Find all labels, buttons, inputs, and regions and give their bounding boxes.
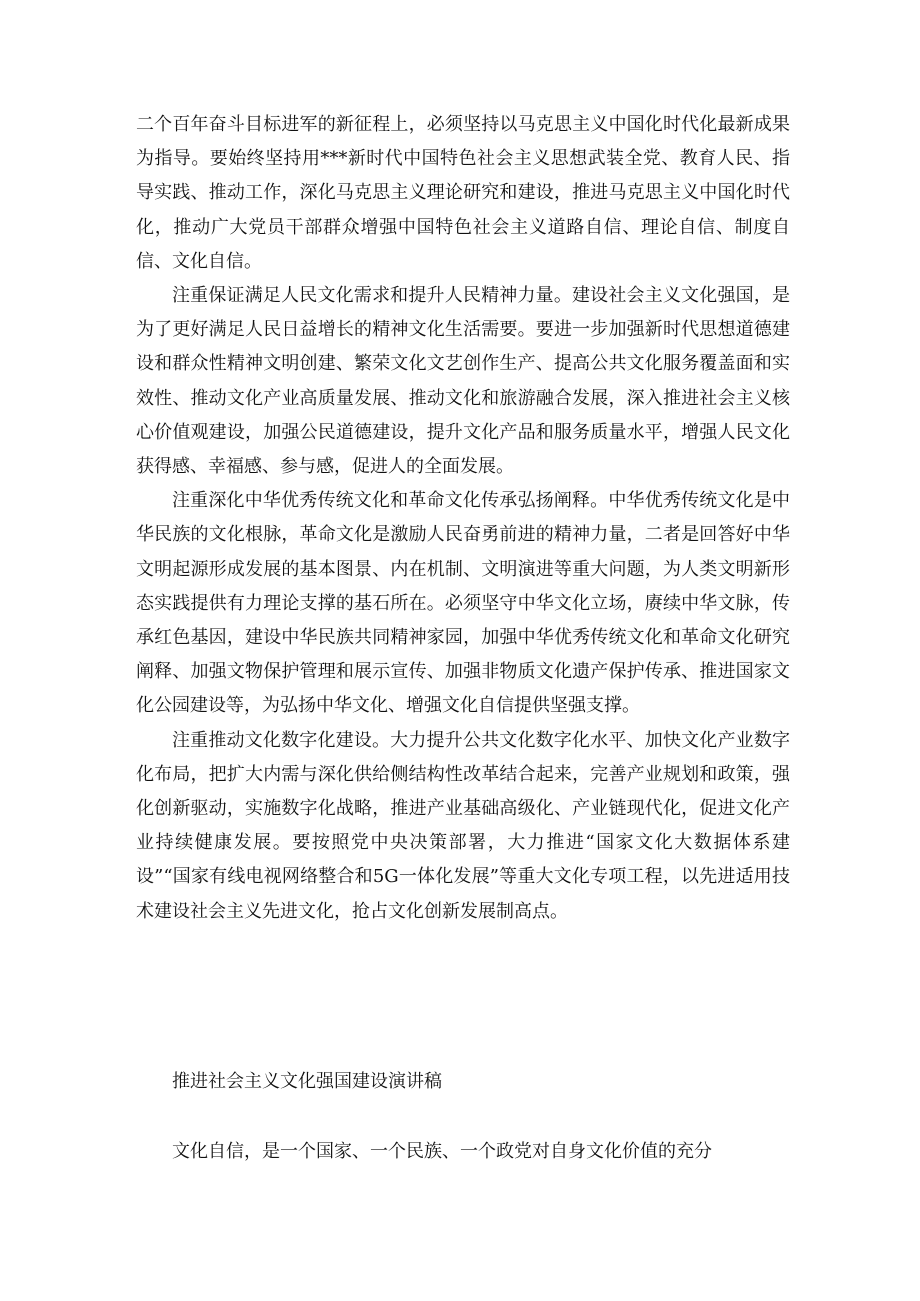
document-body	[136, 108, 790, 929]
section-title: 推进社会主义文化强国建设演讲稿	[172, 1071, 442, 1092]
paragraph-digitalization: 注重推动文化数字化建设。大力提升公共文化数字化水平、加快文化产业数字化布局，把扩大内需与深化供给侧结构性改革结合起来，完善产业规划和政策，强化创新驱动，实施数字化战略，推进产业基础高级化、产业链现代化，促进文化产业持续健康发展。要按照党中央决策部署，大力推进“国家文化大数据体系建设”“国家有线电视网络整合和5G一体化发展”等重大文化专项工程，以先进适用技术建设社会主义先进文化，抢占文化创新发展制高点。	[136, 729, 790, 922]
paragraph-cultural-needs: 注重保证满足人民文化需求和提升人民精神力量。建设社会主义文化强国，是为了更好满足人民日益增长的精神文化生活需要。要进一步加强新时代思想道德建设和群众性精神文明创建、繁荣文化文艺创作生产、提高公共文化服务覆盖面和实效性、推动文化产业高质量发展、推动文化和旅游融合发展，深入推进社会主义核心价值观建设，加强公民道德建设，提升文化产品和服务质量水平，增强人民文化获得感、幸福感、参与感，促进人的全面发展。	[136, 285, 790, 478]
paragraph-continuation: 二个百年奋斗目标进军的新征程上，必须坚持以马克思主义中国化时代化最新成果为指导。要始终坚持用***新时代中国特色社会主义思想武装全党、教育人民、指导实践、推动工作，深化马克思主义理论研究和建设，推进马克思主义中国化时代化，推动广大党员干部群众增强中国特色社会主义道路自信、理论自信、制度自信、文化自信。	[136, 114, 790, 272]
paragraph-cultural-confidence: 文化自信，是一个国家、一个民族、一个政党对自身文化价值的充分	[172, 1141, 712, 1162]
paragraph-traditional-culture: 注重深化中华优秀传统文化和革命文化传承弘扬阐释。中华优秀传统文化是中华民族的文化根脉，革命文化是激励人民奋勇前进的精神力量，二者是回答好中华文明起源形成发展的基本图景、内在机制、文明演进等重大问题，为人类文明新形态实践提供有力理论支撑的基石所在。必须坚守中华文化立场，赓续中华文脉，传承红色基因，建设中华民族共同精神家园，加强中华优秀传统文化和革命文化研究阐释、加强文物保护管理和展示宣传、加强非物质文化遗产保护传承、推进国家文化公园建设等，为弘扬中华文化、增强文化自信提供坚强支撑。	[136, 490, 790, 717]
